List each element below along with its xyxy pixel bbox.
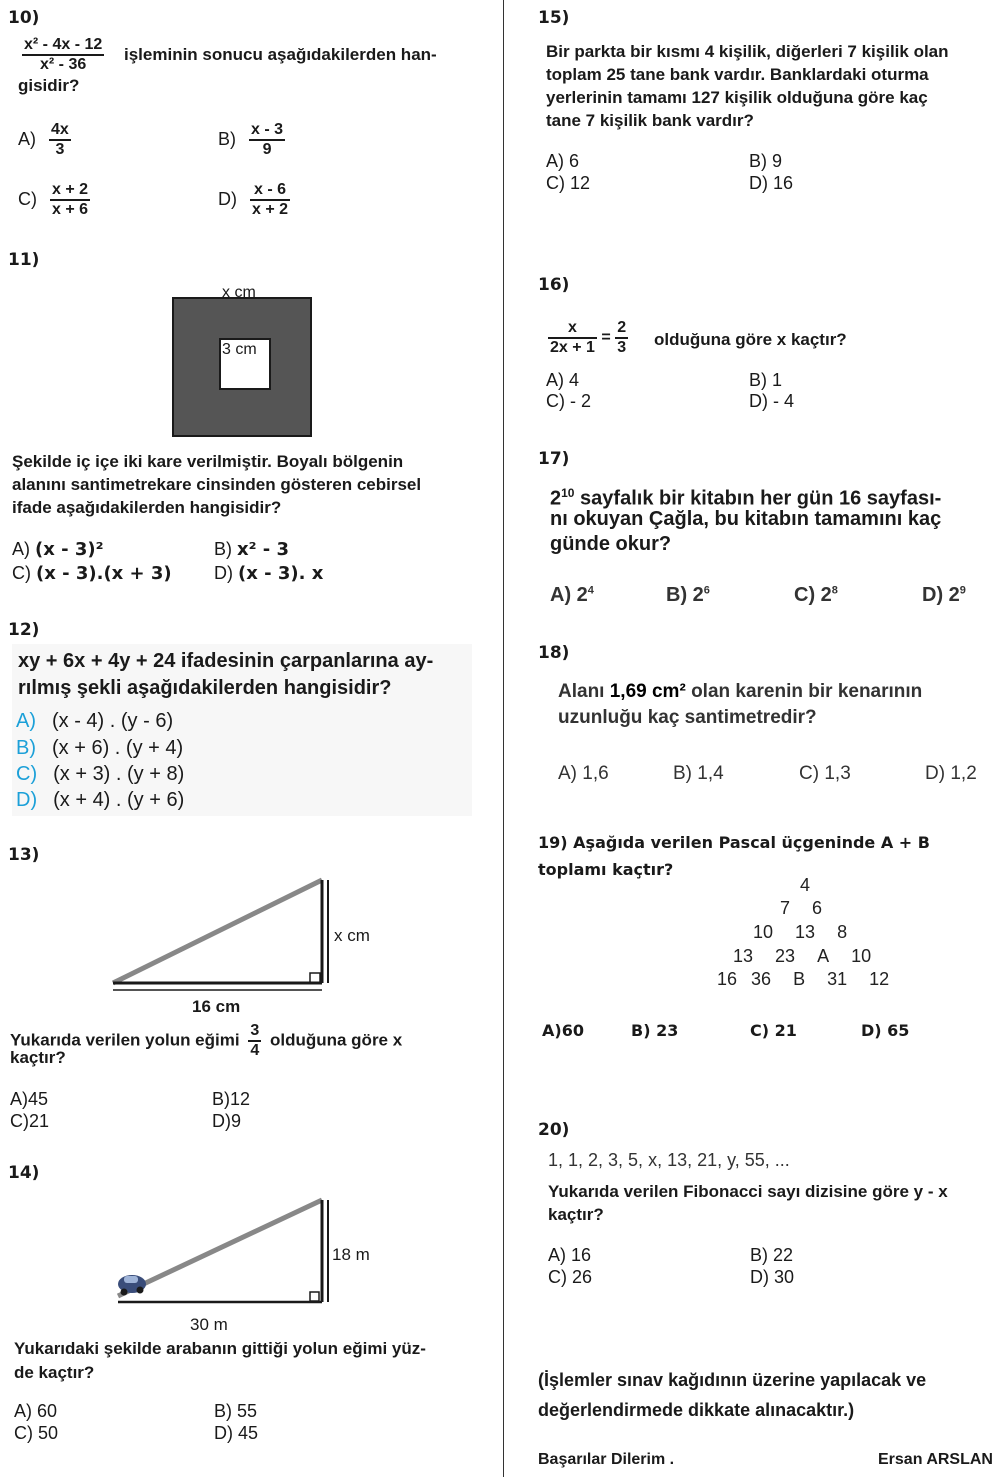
hypotenuse-road xyxy=(118,1200,322,1296)
question-10-option-d[interactable]: D) $\frac{x - 6}{x + 2}$ xyxy=(218,181,289,218)
question-14-number: 14) xyxy=(8,1163,40,1183)
question-17-number: 17) xyxy=(538,449,570,469)
question-11-number: 11) xyxy=(8,250,40,270)
question-19-number: 19) xyxy=(538,833,568,852)
question-11-option-a[interactable]: A) (x - 3)² xyxy=(12,539,104,560)
question-16-text: olduğuna göre x kaçtır? xyxy=(654,330,847,349)
question-15-option-b[interactable]: B) 9 xyxy=(749,151,783,171)
base-label: 30 m xyxy=(190,1315,228,1334)
question-13-option-d[interactable]: D)9 xyxy=(212,1111,242,1131)
question-20-option-c[interactable]: C) 26 xyxy=(548,1267,593,1287)
question-10-option-b[interactable]: B) $\frac{x - 3}{9}$ xyxy=(218,121,284,158)
right-angle-mark xyxy=(310,1292,319,1301)
question-15-text-line3: yerlerinin tamamı 127 kişilik olduğuna göre kaç xyxy=(546,88,928,107)
column-divider xyxy=(503,0,504,1477)
base-label: 16 cm xyxy=(192,997,241,1016)
question-16-equation: $\frac{x}{2x + 1}$ = $\frac{2}{3}$ xyxy=(550,319,627,356)
question-20-sequence: 1, 1, 2, 3, 5, x, 13, 21, y, 55, ... xyxy=(548,1150,790,1170)
question-16-option-d[interactable]: D) - 4 xyxy=(749,391,795,411)
question-17-option-a[interactable]: A) $2^4$ xyxy=(550,584,594,606)
question-14-text-line1: Yukarıdaki şekilde arabanın gittiği yolun eğimi yüz- xyxy=(14,1339,426,1358)
question-16-option-a[interactable]: A) 4 xyxy=(546,370,580,390)
question-10-option-c[interactable]: C) $\frac{x + 2}{x + 6}$ xyxy=(18,181,89,218)
slope-triangle-figure-14 xyxy=(110,1194,390,1336)
question-20-option-d[interactable]: D) 30 xyxy=(750,1267,795,1287)
question-19-option-b[interactable]: B) 23 xyxy=(631,1021,679,1040)
question-11-text-line3: ifade aşağıdakilerden hangisidir? xyxy=(12,498,282,517)
question-18-text-line2: uzunluğu kaç santimetredir? xyxy=(558,707,817,728)
car-icon xyxy=(118,1275,146,1296)
question-20-option-a[interactable]: A) 16 xyxy=(548,1245,592,1265)
question-12-option-a[interactable]: A) (x - 4) . (y - 6) xyxy=(16,710,174,732)
question-15-text-line1: Bir parkta bir kısmı 4 kişilik, diğerleri 7 kişilik olan xyxy=(546,42,949,61)
question-20-text-line2: kaçtır? xyxy=(548,1205,604,1224)
question-17-option-b[interactable]: B) $2^6$ xyxy=(666,584,710,606)
question-15-option-c[interactable]: C) 12 xyxy=(546,173,591,193)
question-10-option-a[interactable]: A) $\frac{4x}{3}$ xyxy=(18,121,69,158)
question-13-option-c[interactable]: C)21 xyxy=(10,1111,50,1131)
height-label: 18 m xyxy=(332,1245,370,1264)
hypotenuse-road xyxy=(113,880,322,983)
question-17-option-d[interactable]: D) $2^9$ xyxy=(922,584,966,606)
question-13-option-a[interactable]: A)45 xyxy=(10,1089,49,1109)
question-18-option-a[interactable]: A) 1,6 xyxy=(558,763,609,784)
question-10-number: 10) xyxy=(8,8,40,28)
question-15-option-a[interactable]: A) 6 xyxy=(546,151,580,171)
question-18-option-c[interactable]: C) 1,3 xyxy=(799,763,851,784)
pascal-row: 7 6 xyxy=(780,898,823,918)
slope-triangle-figure-13 xyxy=(100,872,400,1020)
question-15-option-d[interactable]: D) 16 xyxy=(749,173,794,193)
footer-note-line2: değerlendirmede dikkate alınacaktır.) xyxy=(538,1400,855,1420)
question-13-text-line2: kaçtır? xyxy=(10,1048,66,1067)
question-15-text-line4: tane 7 kişilik bank vardır? xyxy=(546,111,754,130)
question-13-text-line1: Yukarıda verilen yolun eğimi $\frac{3}{4}$ olduğuna göre x xyxy=(10,1022,403,1059)
question-19-text-line2: toplamı kaçtır? xyxy=(538,860,674,879)
question-16-number: 16) xyxy=(538,275,570,295)
question-12-text-line1: xy + 6x + 4y + 24 ifadesinin çarpanlarına ay- xyxy=(18,650,434,672)
question-13-option-b[interactable]: B)12 xyxy=(212,1089,251,1109)
question-19-text-line1: 19) Aşağıda verilen Pascal üçgeninde A + B xyxy=(538,833,930,852)
question-18-option-d[interactable]: D) 1,2 xyxy=(925,763,977,784)
question-16-option-b[interactable]: B) 1 xyxy=(749,370,783,390)
question-12-option-b[interactable]: B) (x + 6) . (y + 4) xyxy=(16,737,184,759)
question-12-text-line2: rılmış şekli aşağıdakilerden hangisidir? xyxy=(18,677,392,699)
question-18-text-line1: Alanı 1,69 cm² olan karenin bir kenarının xyxy=(558,681,923,702)
footer-author: Ersan ARSLAN xyxy=(878,1451,993,1468)
question-10-expression xyxy=(22,36,104,74)
question-14-option-c[interactable]: C) 50 xyxy=(14,1423,59,1443)
question-17-text-line1: $2^{10}$ sayfalık bir kitabın her gün 16 sayfası- xyxy=(550,486,942,510)
question-11-text-line1: Şekilde iç içe iki kare verilmiştir. Boyalı bölgenin xyxy=(12,452,404,471)
question-15-text-line2: toplam 25 tane bank vardır. Banklardaki oturma xyxy=(546,65,929,84)
question-13-number: 13) xyxy=(8,845,40,865)
question-17-option-c[interactable]: C) $2^8$ xyxy=(794,584,838,606)
question-20-option-b[interactable]: B) 22 xyxy=(750,1245,794,1265)
question-10-text-line2: gisidir? xyxy=(18,76,80,95)
footer-wish: Başarılar Dilerim . xyxy=(538,1451,675,1468)
height-label: x cm xyxy=(334,926,370,945)
pascal-row: 4 xyxy=(800,875,811,895)
question-19-option-a[interactable]: A)60 xyxy=(542,1021,584,1040)
question-12-number: 12) xyxy=(8,620,40,640)
question-18-option-b[interactable]: B) 1,4 xyxy=(673,763,724,784)
question-16-option-c[interactable]: C) - 2 xyxy=(546,391,592,411)
question-19-option-c[interactable]: C) 21 xyxy=(750,1021,797,1040)
pascal-row: 10 13 8 xyxy=(753,922,848,942)
question-11-text-line2: alanını santimetrekare cinsinden gösteren cebirsel xyxy=(12,475,422,494)
outer-square-label: x cm xyxy=(222,284,256,301)
question-17-text-line2: nı okuyan Çağla, bu kitabın tamamını kaç xyxy=(550,508,942,530)
question-12-option-c[interactable]: C) (x + 3) . (y + 8) xyxy=(16,763,185,785)
pascal-row: 16 36 B 31 12 xyxy=(717,969,890,989)
pascal-row: 13 23 A 10 xyxy=(733,946,872,966)
inner-square-label: 3 cm xyxy=(222,341,257,358)
question-10-text-line1: işleminin sonucu aşağıdakilerden han- xyxy=(124,45,437,64)
question-12-option-d[interactable]: D) (x + 4) . (y + 6) xyxy=(16,789,185,811)
question-14-text-line2: de kaçtır? xyxy=(14,1363,95,1382)
question-11-option-d[interactable]: D) (x - 3). x xyxy=(214,563,324,584)
question-14-option-d[interactable]: D) 45 xyxy=(214,1423,259,1443)
footer-note-line1: (İşlemler sınav kağıdının üzerine yapılacak ve xyxy=(538,1370,927,1390)
question-14-option-a[interactable]: A) 60 xyxy=(14,1401,58,1421)
question-11-option-c[interactable]: C) (x - 3).(x + 3) xyxy=(12,563,172,584)
question-20-text-line1: Yukarıda verilen Fibonacci sayı dizisine göre y - x xyxy=(548,1182,948,1201)
question-10-fraction: $\frac{\text{x² - 4x - 12}}{\text{x² - 36}}$ xyxy=(24,36,103,73)
question-15-number: 15) xyxy=(538,8,570,28)
question-18-number: 18) xyxy=(538,643,570,663)
nested-squares-figure xyxy=(170,282,316,442)
question-20-number: 20) xyxy=(538,1120,570,1140)
question-14-option-b[interactable]: B) 55 xyxy=(214,1401,258,1421)
question-11-option-b[interactable]: B) x² - 3 xyxy=(214,539,290,560)
question-17-text-line3: günde okur? xyxy=(550,533,672,555)
question-19-option-d[interactable]: D) 65 xyxy=(861,1021,910,1040)
